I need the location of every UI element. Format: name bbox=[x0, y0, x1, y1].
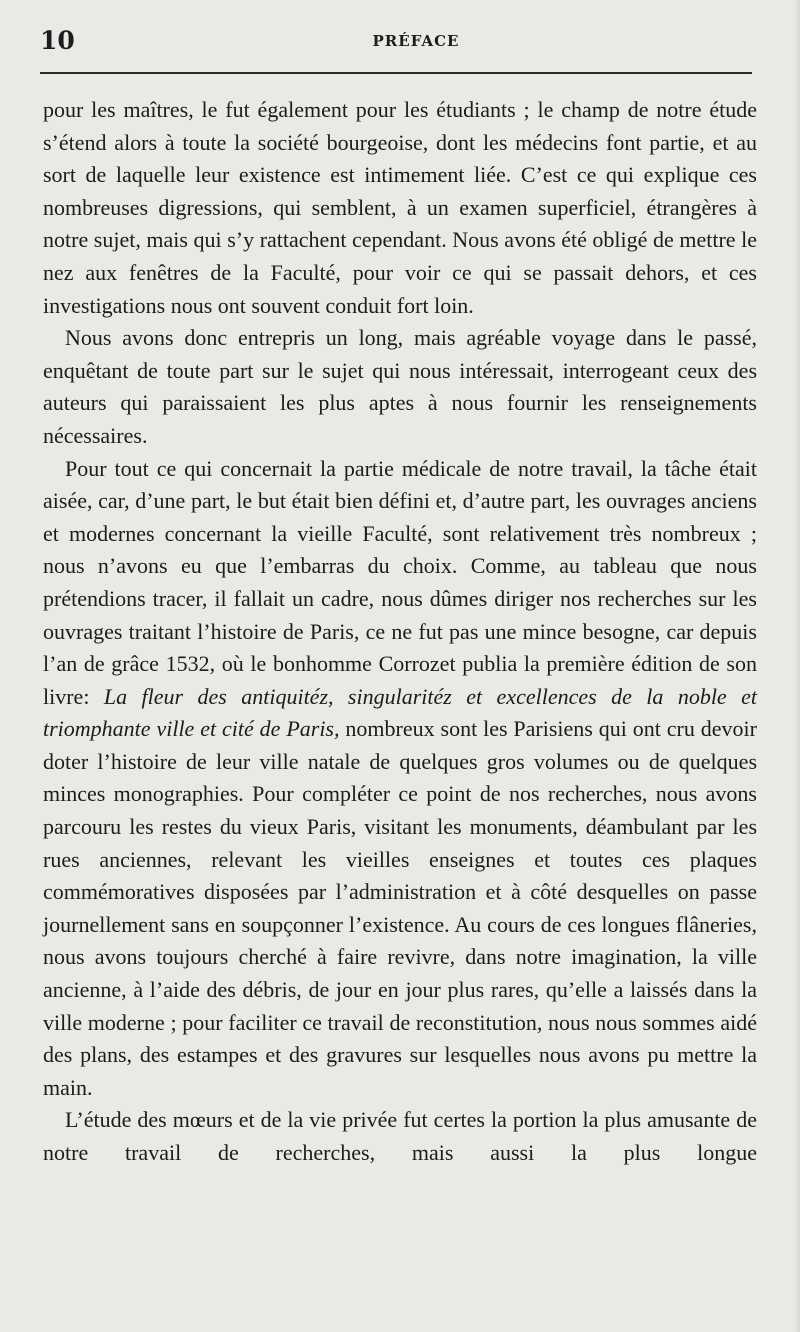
page-edge-shadow bbox=[794, 0, 800, 1332]
book-title: La fleur des antiquitéz, singularitéz et excellences de la noble et triomphante ville et cité de Paris, bbox=[43, 683, 757, 742]
paragraph-3-text-after: nombreux sont les Parisiens qui ont cru devoir doter l’histoire de leur ville natale de quelques gros volumes ou de quelques minces monographies. Pour compléter ce point de nos recherches, nous avons parcouru les restes du vieux Paris, visitant les monuments, déambulant par les rues anciennes, relevant les vieilles enseignes et toutes ces plaques commémoratives disposées par l’administration et à côté desquelles on passe journellement sans en soupçonner l’existence. Au cours de ces longues flâneries, nous avons toujours cherché à faire revivre, dans notre imagination, la ville ancienne, à l’aide des débris, de jour en jour plus rares, qu’elle a laissés dans la ville moderne ; pour faciliter ce travail de reconstitution, nous nous sommes aidé des plans, des estampes et des gravures sur lesquelles nous avons pu mettre la main. bbox=[43, 716, 757, 1100]
paragraph-4: L’étude des mœurs et de la vie privée fut certes la portion la plus amusante de notre travail de recherches, mais aussi la plus longue bbox=[43, 1107, 757, 1165]
paragraph-3 bbox=[43, 453, 757, 1105]
page-header bbox=[40, 26, 752, 62]
page-number: 10 bbox=[40, 26, 75, 55]
paragraph-2: Nous avons donc entrepris un long, mais agréable voyage dans le passé, enquêtant de toute part sur le sujet qui nous intéressait, interrogeant ceux des auteurs qui paraissaient les plus aptes à nous fournir les renseignements nécessaires. bbox=[43, 325, 757, 448]
header-rule bbox=[40, 72, 752, 74]
running-title: PRÉFACE bbox=[372, 32, 460, 50]
body-text bbox=[43, 94, 757, 1170]
paragraph-3-text-before: Pour tout ce qui concernait la partie médicale de notre travail, la tâche était aisée, car, d’une part, le but était bien défini et, d’autre part, les ouvrages anciens et modernes concernant la vieille Faculté, sont relativement très nombreux ; nous n’avons eu que l’embarras du choix. Comme, au tableau que nous prétendions tracer, il fallait un cadre, nous dûmes diriger nos recherches sur les ouvrages traitant l’histoire de Paris, ce ne fut pas une mince besogne, car depuis l’an de grâce 1532, où le bonhomme Corrozet publia la première édition de son livre: bbox=[43, 455, 757, 709]
paragraph-1: pour les maîtres, le fut également pour les étudiants ; le champ de notre étude s’étend alors à toute la société bourgeoise, dont les médecins font partie, et au sort de laquelle leur existence est intimement liée. C’est ce qui explique ces nombreuses digressions, qui semblent, à un examen superficiel, étrangères à notre sujet, mais qui s’y rattachent cependant. Nous avons été obligé de mettre le nez aux fenêtres de la Faculté, pour voir ce qui se passait dehors, et ces investigations nous ont souvent conduit fort loin. bbox=[43, 97, 757, 318]
